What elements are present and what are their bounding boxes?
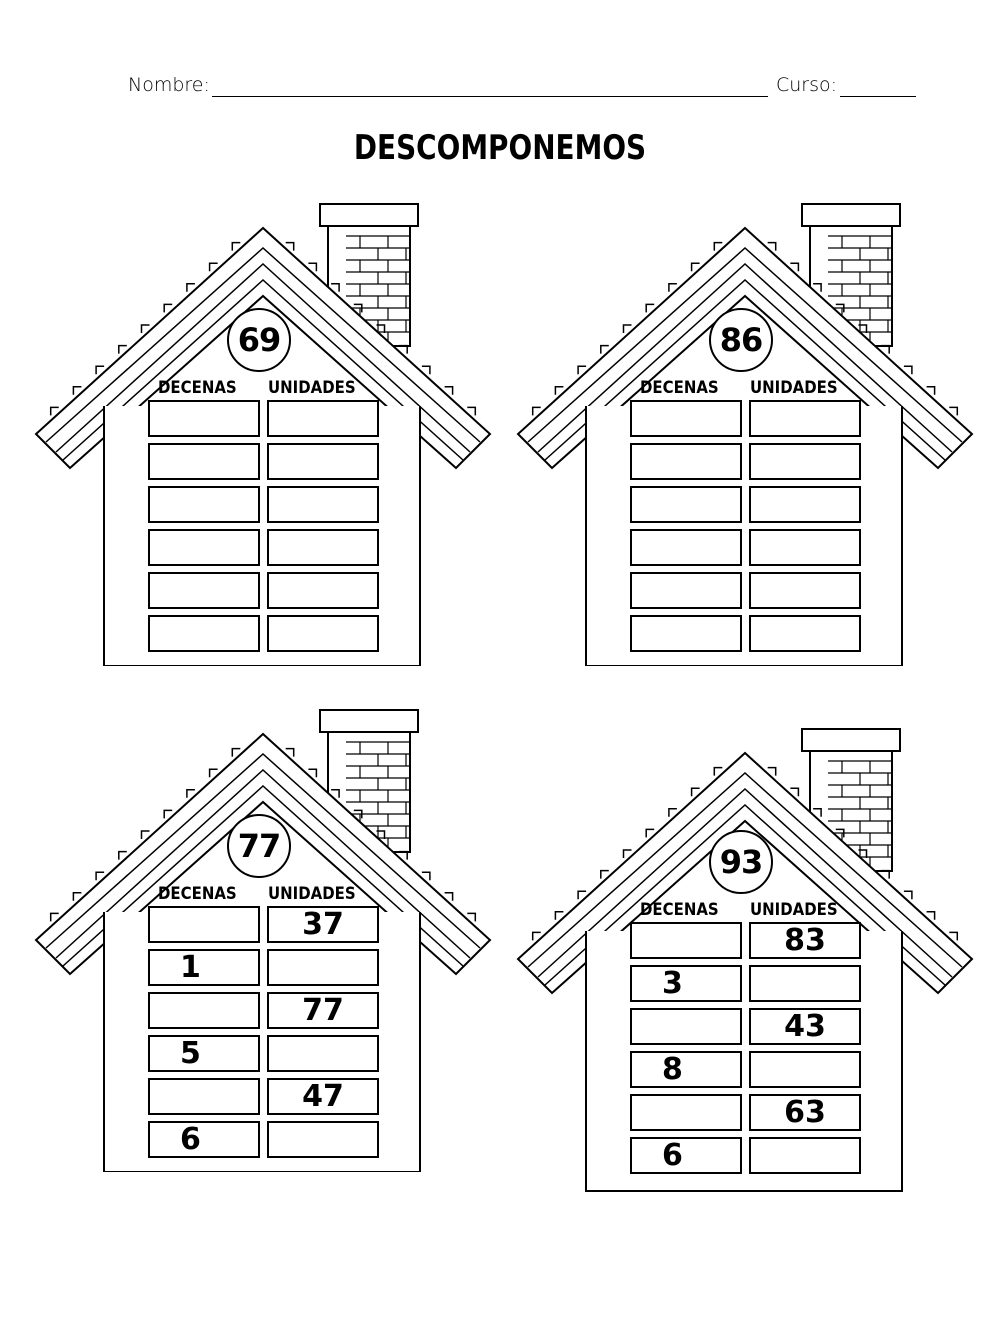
unidades-cell[interactable]: 43 (749, 1008, 861, 1045)
unidades-cell[interactable] (749, 443, 861, 480)
decenas-cell[interactable] (630, 400, 742, 437)
house-outline (30, 196, 500, 666)
decenas-cell[interactable] (148, 572, 260, 609)
house-outline (512, 718, 982, 1194)
unidades-cell[interactable]: 37 (267, 906, 379, 943)
unidades-cell[interactable]: 83 (749, 922, 861, 959)
decenas-cell[interactable]: 5 (148, 1035, 260, 1072)
decenas-cell[interactable] (148, 400, 260, 437)
decenas-cell[interactable] (148, 906, 260, 943)
decenas-cell[interactable] (148, 1078, 260, 1115)
unidades-header: UNIDADES (268, 378, 356, 398)
course-field-line[interactable] (840, 96, 916, 97)
house-4 (512, 718, 982, 1188)
decenas-header: DECENAS (640, 900, 719, 920)
unidades-cell[interactable] (749, 529, 861, 566)
unidades-cell[interactable] (749, 965, 861, 1002)
decenas-cell[interactable] (148, 992, 260, 1029)
decenas-header: DECENAS (158, 378, 237, 398)
unidades-cell[interactable] (749, 615, 861, 652)
decenas-cell[interactable] (630, 922, 742, 959)
decenas-cell[interactable]: 6 (630, 1137, 742, 1174)
unidades-header: UNIDADES (268, 884, 356, 904)
decenas-cell[interactable] (148, 529, 260, 566)
decenas-cell[interactable]: 8 (630, 1051, 742, 1088)
house-1 (30, 196, 500, 666)
decenas-header: DECENAS (158, 884, 237, 904)
unidades-cell[interactable] (267, 443, 379, 480)
unidades-cell[interactable] (267, 529, 379, 566)
unidades-cell[interactable] (267, 572, 379, 609)
decenas-cell[interactable] (630, 443, 742, 480)
decenas-cell[interactable] (148, 615, 260, 652)
unidades-cell[interactable] (267, 949, 379, 986)
name-label: Nombre: (128, 74, 210, 96)
course-label: Curso: (776, 74, 838, 96)
unidades-cell[interactable] (749, 1051, 861, 1088)
name-field-line[interactable] (212, 96, 768, 97)
unidades-cell[interactable] (749, 572, 861, 609)
decenas-cell[interactable] (630, 486, 742, 523)
page-title: DESCOMPONEMOS (353, 128, 647, 168)
unidades-cell[interactable] (267, 486, 379, 523)
unidades-cell[interactable] (267, 1035, 379, 1072)
worksheet-header (128, 72, 918, 102)
decenas-cell[interactable]: 1 (148, 949, 260, 986)
house-outline (512, 196, 982, 666)
unidades-cell[interactable] (749, 486, 861, 523)
decenas-cell[interactable] (630, 529, 742, 566)
unidades-header: UNIDADES (750, 378, 838, 398)
unidades-cell[interactable]: 63 (749, 1094, 861, 1131)
decenas-cell[interactable] (630, 1008, 742, 1045)
unidades-header: UNIDADES (750, 900, 838, 920)
decenas-cell[interactable] (630, 1094, 742, 1131)
house-outline (30, 702, 500, 1172)
decenas-cell[interactable]: 6 (148, 1121, 260, 1158)
unidades-cell[interactable] (267, 615, 379, 652)
decenas-header: DECENAS (640, 378, 719, 398)
unidades-cell[interactable] (749, 1137, 861, 1174)
decenas-cell[interactable] (630, 615, 742, 652)
decenas-cell[interactable]: 3 (630, 965, 742, 1002)
decenas-cell[interactable] (630, 572, 742, 609)
target-number: 86 (709, 308, 773, 372)
unidades-cell[interactable] (267, 1121, 379, 1158)
unidades-cell[interactable] (749, 400, 861, 437)
target-number: 93 (709, 830, 773, 894)
unidades-cell[interactable]: 47 (267, 1078, 379, 1115)
house-2 (512, 196, 982, 666)
unidades-cell[interactable] (267, 400, 379, 437)
unidades-cell[interactable]: 77 (267, 992, 379, 1029)
decenas-cell[interactable] (148, 443, 260, 480)
house-3 (30, 702, 500, 1172)
target-number: 77 (227, 814, 291, 878)
target-number: 69 (227, 308, 291, 372)
decenas-cell[interactable] (148, 486, 260, 523)
